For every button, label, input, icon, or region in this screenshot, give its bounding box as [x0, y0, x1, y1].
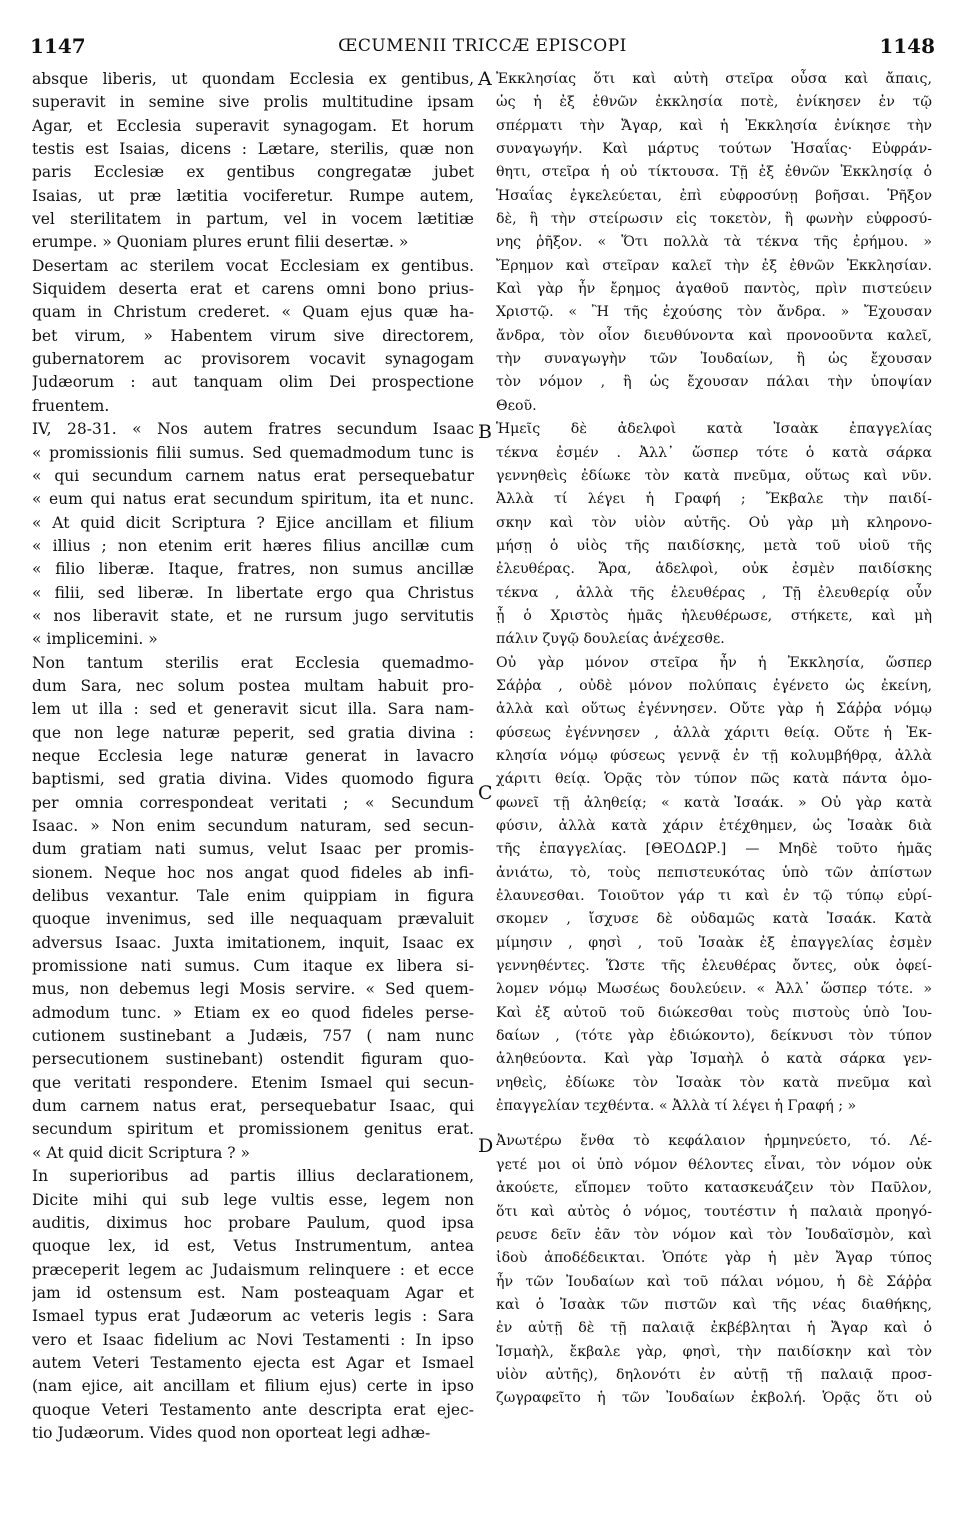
text-line: νηθεὶς, ἐδίωκε τὸν Ἰσαὰκ τὸν κατὰ πνεῦμα καὶ: [496, 1074, 932, 1091]
text-line: Agar, et Ecclesia superavit synagogam. Et horum: [32, 116, 474, 135]
text-line: delibus vexantur. Tale enim quippiam in figura: [32, 887, 474, 906]
text-line: ὡς ἡ ἐξ ἐθνῶν ἐκκλησία ποτὲ, ἐνίκησεν ἐν τῷ: [496, 94, 932, 111]
text-line: Judæorum : aut tanquam olim Dei prospectione: [32, 373, 474, 392]
text-line: ἐν αὐτῇ δὲ τῇ παλαιᾷ ἐκβέβληται ἡ Ἄγαρ καὶ ὁ: [496, 1320, 932, 1337]
greek-column: [496, 68, 932, 1411]
text-line: ἐπαγγελίαν τεχθέντα. « Ἀλλὰ τί λέγει ἡ Γραφή ; »: [496, 1098, 857, 1115]
section-marker-a: A: [478, 68, 492, 90]
text-line: νης ῥῆξον. « Ὅτι πολλὰ τὰ τέκνα τῆς ἐρήμου. »: [496, 234, 932, 251]
text-line: Ἀνωτέρω ἔνθα τὸ κεφάλαιον ἡρμηνεύετο, τό. Λέ-: [496, 1133, 932, 1150]
text-line: cutionem sustinebant a Judæis, 757 ( nam nunc: [32, 1027, 474, 1046]
text-line: neque Ecclesia lege naturæ generat in lavacro: [32, 746, 474, 765]
text-line: IV, 28-31. « Nos autem fratres secundum Isaac: [32, 420, 474, 439]
text-line: σπέρματι τὴν Ἄγαρ, καὶ ἡ Ἐκκλησία ἐνίκησε τὴν: [496, 117, 932, 134]
text-line: ἰδοὺ ἀποδέδεικται. Ὁπότε γὰρ ἡ μὲν Ἄγαρ τύπος: [496, 1250, 932, 1267]
page-number-right: 1148: [879, 34, 935, 58]
text-line: quoque invenimus, sed ille nequaquam prævaluit: [32, 910, 474, 929]
text-line: que veritati respondere. Etenim Ismael qui secun-: [32, 1073, 474, 1092]
text-line: vero et Isaac fidelium ac Novi Testamenti : In ipso: [32, 1330, 474, 1349]
text-line: Ἰσμαὴλ, ἔκβαλε γὰρ, φησὶ, τὴν παιδίσκην καὶ τὸν: [496, 1343, 932, 1360]
text-line: Ἐκκλησίας ὅτι καὶ αὐτὴ στεῖρα οὖσα καὶ ἄπαις,: [496, 71, 932, 87]
text-line: ἐλαυνεσθαι. Τοιοῦτον γάρ τι καὶ ἐν τῷ τύπῳ εὑρί-: [496, 888, 932, 905]
text-line: « At quid dicit Scriptura ? »: [32, 1143, 250, 1162]
text-line: δαίων , (τότε γὰρ ἐδιώκοντο), δείκνυσι τὸν τύπον: [496, 1028, 932, 1045]
latin-column: [32, 68, 474, 1445]
text-line: τέκνα ἐσμέν . Ἀλλ᾽ ὥσπερ τότε ὁ κατὰ σάρκα: [496, 444, 932, 461]
section-marker-b: B: [478, 421, 492, 443]
text-line: χάριτι θείᾳ. Ὁρᾷς τὸν τύπον πῶς κατὰ πάντα ὁμο-: [496, 771, 932, 788]
text-line: Ἡσαΐας ἐγκελεύεται, ἐπὶ εὐφροσύνῃ βοῆσαι. Ῥῆξον: [496, 187, 932, 204]
text-line: Ismael typus erat Judæorum ac veteris legis : Sara: [32, 1307, 474, 1326]
text-line: Dicite mihi qui sub lege vultis esse, legem non: [32, 1190, 474, 1209]
text-line: ᾗ ὁ Χριστὸς ἡμᾶς ἠλευθέρωσε, στήκετε, καὶ μὴ: [496, 607, 932, 624]
text-line: persecutionem sustinebant) ostendit figuram quo-: [32, 1050, 474, 1069]
text-line: θητι, στεῖρα ἡ οὐ τίκτουσα. Τῇ ἐξ ἐθνῶν Ἐκκλησίᾳ ὁ: [496, 164, 932, 181]
text-line: ἄνδρα, τὸν οἷον διευθύνοντα καὶ προνοοῦντα καλεῖ,: [496, 327, 932, 344]
text-line: ἀκούετε, εἴπομεν τοῦτο κατασκευάζειν τὸν Παῦλον,: [496, 1180, 932, 1197]
text-line: ὅτι καὶ αὐτὸς ὁ νόμος, τουτέστιν ἡ παλαιὰ προηγό-: [496, 1203, 932, 1220]
text-line: τὴν συναγωγὴν τῶν Ἰουδαίων, ἢ ὡς ἔχουσαν: [496, 351, 932, 368]
text-line: καὶ ὁ Ἰσαὰκ τῶν πιστῶν καὶ τῆς νέας διαθήκης,: [496, 1296, 932, 1313]
section-marker-d: D: [478, 1135, 494, 1157]
text-line: per omnia correspondeat veritati ; « Secundum: [32, 793, 474, 812]
text-line: dum Sara, nec solum postea multam habuit pro-: [32, 676, 474, 695]
text-line: jam id ostensum est. Nam posteaquam Agar et: [32, 1283, 474, 1302]
text-line: bet virum, » Habentem virum sive directorem,: [32, 326, 474, 345]
text-line: promissione nati sumus. Cum itaque ex libera si-: [32, 957, 474, 976]
text-line: μίμησιν , φησὶ , τοῦ Ἰσαὰκ ἐξ ἐπαγγελίας ἐσμὲν: [496, 934, 932, 951]
text-line: φύσεως ἐγέννησεν , ἀλλὰ χάριτι θείᾳ. Οὔτε ἡ Ἐκ-: [496, 724, 932, 741]
text-line: fruentem.: [32, 396, 110, 415]
text-line: Ἡμεῖς δὲ ἀδελφοὶ κατὰ Ἰσαὰκ ἐπαγγελίας: [496, 421, 932, 438]
text-line: ρευσε δεῖν ἐᾶν τὸν νόμον καὶ τὸν Ἰουδαϊσμὸν, καὶ: [496, 1226, 932, 1243]
text-line: In superioribus ad partis illius declarationem,: [32, 1167, 474, 1186]
text-line: ἦν τῶν Ἰουδαίων καὶ τοῦ πάλαι νόμου, ἡ δὲ Σάῤῥα: [496, 1273, 932, 1290]
text-line: Siquidem deserta erat et carens omni bono prius-: [32, 280, 474, 299]
text-line: ἀνιάτω, τὸ, τοὺς πεπιστευκότας ὑπὸ τῶν ἀπίστων: [496, 864, 932, 881]
text-line: Θεοῦ.: [496, 397, 537, 414]
text-line: « nos liberavit state, et ne rursum jugo servitutis: [32, 606, 474, 625]
text-line: κλησία νόμῳ φύσεως γεννᾷ ἐν τῇ κολυμβήθρᾳ, ἀλλὰ: [496, 747, 932, 764]
text-line: dum gratiam nati sumus, velut Isaac per promis-: [32, 840, 474, 859]
text-line: gubernatorem ac provisorem vocavit synagogam: [32, 350, 474, 369]
text-line: ζωγραφεῖτο ἡ τῶν Ἰουδαίων ἐκβολή. Ὁρᾷς ὅτι οὐ: [496, 1390, 932, 1407]
text-line: vel sterilitatem in partum, vel in vocem lætitiæ: [32, 210, 474, 229]
text-line: « filio liberæ. Itaque, fratres, non sumus ancillæ: [32, 560, 474, 579]
text-line: Ἔρημον καὶ στεῖραν καλεῖ τὴν ἐξ ἐθνῶν Ἐκκλησίαν.: [496, 257, 932, 274]
section-marker-c: C: [478, 782, 493, 804]
text-line: « promissionis filii sumus. Sed quemadmodum tunc is: [32, 443, 474, 462]
text-line: μήσῃ ὁ υἱὸς τῆς παιδίσκης, μετὰ τοῦ υἱοῦ τῆς: [496, 537, 932, 554]
text-line: Καὶ γὰρ ἦν ἔρημος ἀγαθοῦ παντὸς, πρὶν πιστεύειν: [496, 281, 932, 298]
text-line: secundum spiritum et promissionem genitus erat.: [32, 1120, 474, 1139]
text-line: præceperit legem ac Judaismum relinquere : et ecce: [32, 1260, 474, 1279]
text-line: Non tantum sterilis erat Ecclesia quemadmo-: [32, 653, 474, 672]
text-line: υἱὸν αὐτῆς), δηλονότι ἐν αὐτῇ τῇ παλαιᾷ προσ-: [496, 1366, 932, 1383]
text-line: baptismi, sed gratia divina. Vides quomodo figura: [32, 770, 474, 789]
text-line: γεννηθέντες. Ὥστε τῆς ἐλευθέρας ὄντες, οὐκ ὀφεί-: [496, 958, 932, 975]
text-line: sionem. Neque hoc nos angat quod fideles ab infi-: [32, 863, 474, 882]
text-line: superavit in semine sive prolis multitudine ipsam: [32, 93, 474, 112]
text-line: Οὐ γὰρ μόνον στεῖρα ἦν ἡ Ἐκκλησία, ὥσπερ: [496, 654, 932, 671]
text-line: autem Veteri Testamento ejecta est Agar et Ismael: [32, 1353, 474, 1372]
text-line: Isaac. » Non enim secundum naturam, sed secun-: [32, 817, 474, 835]
column-gap: [496, 1118, 932, 1130]
text-line: « implicemini. »: [32, 630, 158, 649]
text-line: (nam ejice, ait ancillam et filium ejus) certe in ipso: [32, 1377, 474, 1396]
page-number-left: 1147: [30, 34, 86, 58]
text-line: « illius ; non etenim erit hæres filius ancillæ cum: [32, 536, 474, 555]
text-line: Isaias, ut præ lætitia vociferetur. Rumpe autem,: [32, 186, 474, 205]
text-line: quoque Veteri Testamento ante descripta erat ejec-: [32, 1400, 474, 1419]
text-line: Ἀλλὰ τί λέγει ἡ Γραφή ; Ἔκβαλε τὴν παιδί-: [496, 491, 932, 508]
text-line: συναγωγήν. Καὶ μάρτυς τούτων Ἡσαΐας· Εὐφράν-: [496, 141, 932, 158]
text-line: « eum qui natus erat secundum spiritum, ita et nunc.: [32, 490, 474, 509]
text-line: que non lege naturæ peperit, sed gratia divina :: [32, 723, 474, 742]
text-line: φωνεῖ τῇ ἀληθείᾳ; « κατὰ Ἰσαάκ. » Οὐ γὰρ κατὰ: [496, 794, 932, 811]
text-line: Desertam ac sterilem vocat Ecclesiam ex gentibus.: [32, 256, 474, 275]
text-line: ἀληθεύοντα. Καὶ γὰρ Ἰσμαὴλ ὁ κατὰ σάρκα γεν-: [496, 1051, 932, 1068]
text-line: « filii, sed liberæ. In libertate ergo qua Christus: [32, 583, 474, 602]
text-line: γετέ μοι οἱ ὑπὸ νόμον θέλοντες εἶναι, τὸν νόμον οὐκ: [496, 1156, 932, 1173]
text-line: quoque lex, id est, Vetus Instrumentum, antea: [32, 1237, 474, 1256]
text-line: dum carnem natus erat, persequebatur Isaac, qui: [32, 1097, 474, 1116]
text-line: σκην καὶ τὸν υἱὸν αὐτῆς. Οὐ γὰρ μὴ κληρονο-: [496, 514, 932, 531]
text-line: erumpe. » Quoniam plures erunt filii desertæ. »: [32, 233, 409, 252]
text-line: τῆς ἐπαγγελίας. [ΘΕΟΔΩΡ.] — Μηδὲ τοῦτο ἡμᾶς: [496, 841, 932, 858]
text-line: τὸν νόμον , ἢ ὡς ἔχουσαν πάλαι τὴν ὑποψίαν: [496, 374, 932, 391]
text-line: adversus Isaac. Juxta imitationem, inquit, Isaac ex: [32, 933, 474, 952]
text-line: ἐλευθέρας. Ἄρα, ἀδελφοὶ, οὐκ ἐσμὲν παιδίσκης: [496, 561, 932, 578]
text-line: testis est Isaias, dicens : Lætare, sterilis, quæ non: [32, 140, 474, 159]
text-line: mus, non debemus legi Mosis servire. « Sed quem-: [32, 980, 474, 999]
text-line: auditis, diximus hoc probare Paulum, quod ipsa: [32, 1213, 474, 1232]
text-line: ἀλλὰ καὶ οὕτως ἐγέννησεν. Οὔτε γὰρ ἡ Σάῤῥα νόμῳ: [496, 701, 932, 718]
text-line: lem ut illa : sed et generavit sicut illa. Sara nam-: [32, 700, 474, 719]
text-line: γεννηθεὶς ἐδίωκε τὸν κατὰ πνεῦμα, οὕτως καὶ νῦν.: [496, 467, 932, 484]
text-line: tio Judæorum. Vides quod non oporteat legi adhæ-: [32, 1423, 431, 1442]
text-line: quam in Christum crederet. « Quam ejus quæ ha-: [32, 303, 474, 322]
text-line: admodum tunc. » Etiam ex eo quod fideles perse-: [32, 1003, 474, 1022]
text-line: Χριστῷ. « Ἢ τῆς ἐχούσης τὸν ἄνδρα. » Ἔχουσαν: [496, 304, 932, 321]
running-title: ŒCUMENII TRICCÆ EPISCOPI: [338, 36, 627, 56]
page-header: [30, 34, 935, 62]
text-line: λομεν νόμῳ Μωσέως δουλεύειν. « Ἀλλ᾽ ὥσπερ τότε. »: [496, 981, 932, 998]
text-line: paris Ecclesiæ ex gentibus congregatæ jubet: [32, 163, 474, 182]
text-line: « At quid dicit Scriptura ? Ejice ancillam et filium: [32, 513, 474, 532]
text-line: φύσιν, ἀλλὰ κατὰ χάριν ἐτέχθημεν, ὡς Ἰσαὰκ διὰ: [496, 818, 932, 834]
text-line: τέκνα , ἀλλὰ τῆς ἐλευθέρας , Τῇ ἐλευθερίᾳ οὖν: [496, 584, 932, 601]
text-line: absque liberis, ut quondam Ecclesia ex gentibus,: [32, 70, 474, 88]
text-line: Καὶ ἐξ αὐτοῦ τοῦ διώκεσθαι τοὺς πιστοὺς ὑπὸ Ἰου-: [496, 1004, 932, 1021]
text-line: Σάῤῥα , οὐδὲ μόνον πολύπαις ἐγένετο ὡς ἐκείνη,: [496, 677, 932, 694]
text-line: σκομεν , ἴσχυσε δὲ οὐδαμῶς κατὰ Ἰσαάκ. Κατὰ: [496, 911, 932, 928]
text-line: « qui secundum carnem natus erat persequebatur: [32, 466, 474, 485]
text-line: πάλιν ζυγῷ δουλείας ἀνέχεσθε.: [496, 631, 725, 648]
text-line: δὲ, ἢ τὴν στείρωσιν εἰς τοκετὸν, ἢ φωνὴν εὐφροσύ-: [496, 211, 932, 228]
